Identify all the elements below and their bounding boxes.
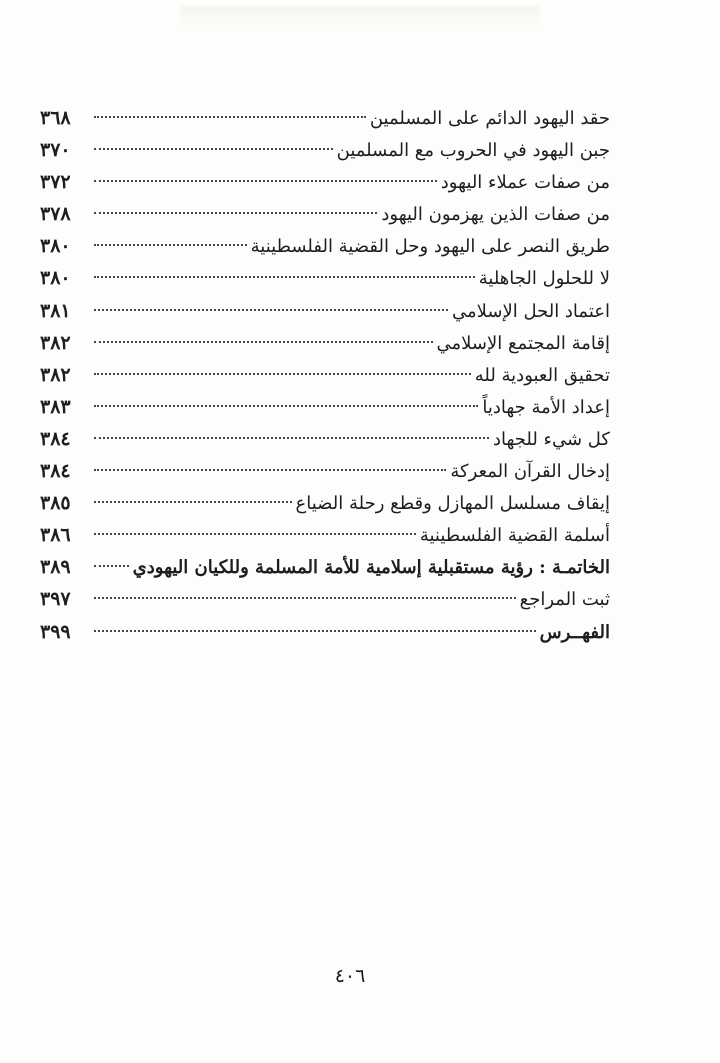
toc-dot-leader [94,212,377,214]
toc-entry-page: ٣٨٠ [40,267,71,290]
toc-entry-page: ٣٦٨ [40,107,71,129]
toc-entry [40,359,610,391]
toc-entry-page: ٣٨٢ [40,363,71,386]
toc-entry-page: ٣٧٠ [40,139,71,162]
toc-entry-title: تحقيق العبودية لله [474,364,610,386]
toc-dot-leader [94,373,471,375]
toc-dot-leader [94,341,433,343]
toc-entry-title: لا للحلول الجاهلية [478,268,610,290]
toc-dot-leader [94,180,437,182]
toc-dot-leader [94,501,292,503]
toc-dot-leader [94,437,489,439]
toc-dot-leader [94,630,536,632]
toc-entry [40,391,610,423]
toc-entry-title: طريق النصر على اليهود وحل القضية الفلسطينية [250,236,610,258]
toc-entry-page: ٣٨٦ [40,524,71,547]
toc-entry [40,487,610,519]
toc-dot-leader [94,116,366,118]
toc-entry-page: ٣٨٠ [40,235,71,258]
toc-entry-title: إقامة المجتمع الإسلامي [436,332,610,354]
toc-entry-title: إعداد الأمة جهادياً [482,396,610,418]
toc-entry-page: ٣٩٩ [40,620,71,643]
toc-dot-leader [94,597,516,599]
table-of-contents [40,102,610,648]
toc-entry-title: أسلمة القضية الفلسطينية [419,525,610,547]
toc-entry-page: ٣٨٩ [40,556,71,579]
toc-dot-leader [94,405,478,407]
toc-entry-title: ثبت المراجع [519,589,610,611]
toc-entry [40,198,610,230]
toc-entry-title: إيقاف مسلسل المهازل وقطع رحلة الضياع [295,493,610,515]
toc-entry [40,455,610,487]
toc-entry [40,102,610,134]
page-number: ٤٠٦ [334,965,366,987]
toc-entry-page: ٣٨٥ [40,492,71,515]
toc-entry [40,519,610,551]
toc-entry-title: إدخال القرآن المعركة [450,461,610,483]
toc-entry-title: جبن اليهود في الحروب مع المسلمين [336,140,610,162]
toc-dot-leader [94,565,129,567]
toc-dot-leader [94,276,475,278]
toc-entry [40,166,610,198]
toc-entry [40,134,610,166]
toc-dot-leader [94,469,446,471]
toc-dot-leader [94,533,416,535]
toc-entry-index [40,616,610,648]
toc-entry [40,230,610,262]
toc-entry-page: ٣٨٣ [40,395,71,418]
toc-dot-leader [94,309,448,311]
toc-entry [40,583,610,615]
toc-entry-title: من صفات الذين يهزمون اليهود [381,204,610,226]
toc-entry [40,327,610,359]
toc-entry-page: ٣٨٤ [40,427,71,450]
toc-entry [40,423,610,455]
toc-entry-title: حقد اليهود الدائم على المسلمين [369,108,610,129]
toc-entry-page: ٣٩٧ [40,588,71,611]
toc-entry-page: ٣٨١ [40,299,71,322]
toc-entry-page: ٣٨٢ [40,331,71,354]
toc-entry-page: ٣٨٤ [40,460,71,483]
toc-entry-title: كل شيء للجهاد [492,428,610,450]
toc-entry-conclusion [40,551,610,583]
toc-entry-page: ٣٧٢ [40,171,71,194]
toc-entry-title: اعتماد الحل الإسلامي [452,300,610,322]
toc-dot-leader [94,244,247,246]
toc-entry-title: الخاتمـة : رؤية مستقبلية إسلامية للأمة المسلمة وللكيان اليهودي [132,557,610,579]
header-bleed-through [180,6,540,32]
toc-entry-page: ٣٧٨ [40,203,71,226]
toc-dot-leader [94,148,333,150]
toc-entry-title: الفهــرس [539,621,610,643]
toc-entry [40,262,610,294]
toc-entry-title: من صفات عملاء اليهود [440,172,610,194]
toc-entry [40,295,610,327]
